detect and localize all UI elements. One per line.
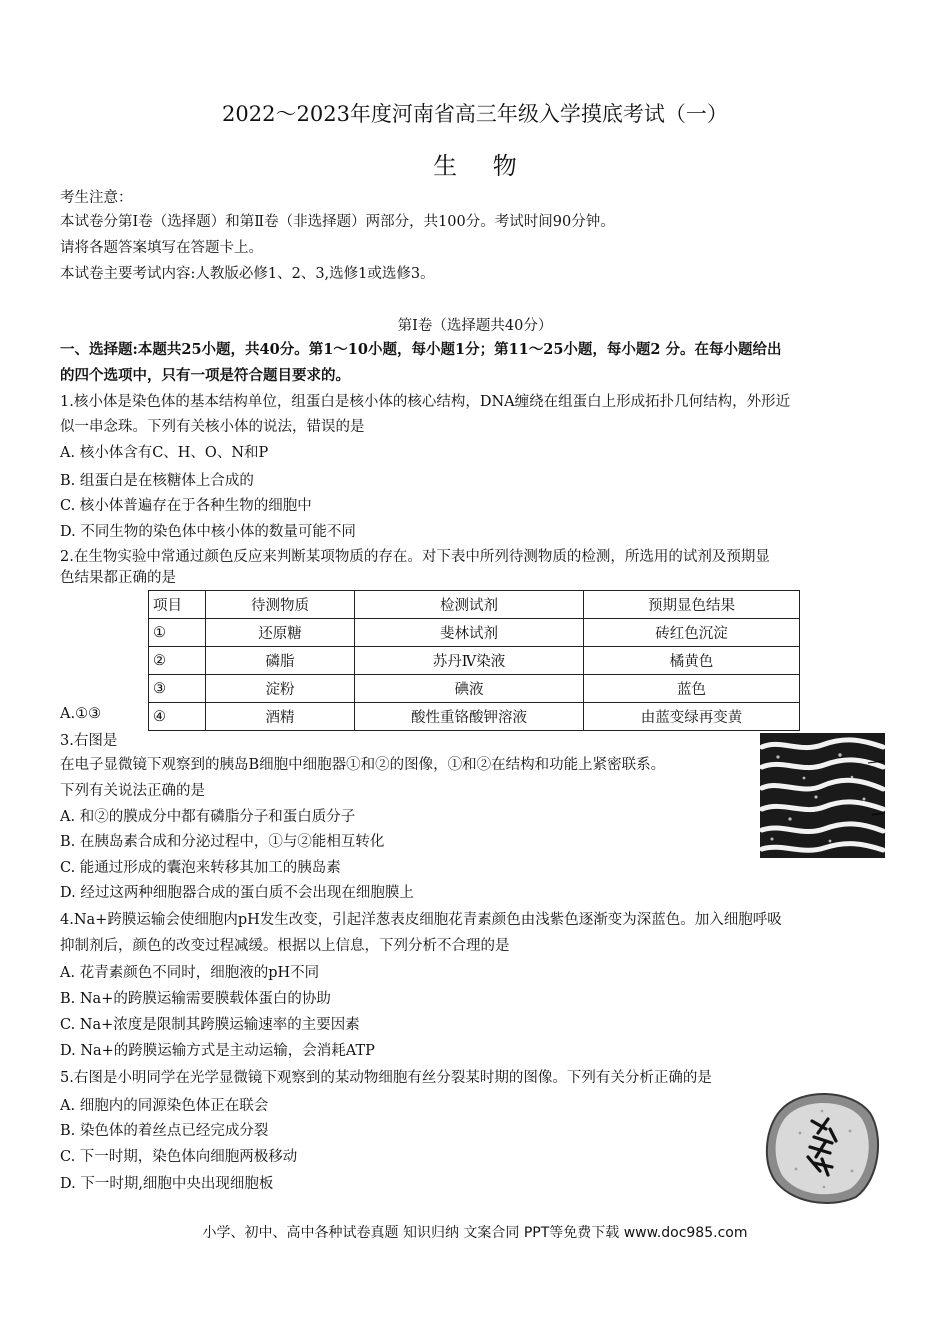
- table-cell: 橘黄色: [584, 647, 800, 675]
- page-title: 2022～2023年度河南省高三年级入学摸底考试（一）: [222, 102, 728, 126]
- footer-text: 小学、初中、高中各种试卷真题 知识归纳 文案合同 PPT等免费下载 www.doc985.com: [202, 1225, 748, 1241]
- question-1-option-b: B. 组蛋白是在核糖体上合成的: [60, 473, 254, 489]
- question-4-option-a: A. 花青素颜色不同时，细胞液的pH不同: [60, 965, 320, 981]
- section-instructions: 的四个选项中，只有一项是符合题目要求的。: [60, 367, 350, 384]
- table-row: [149, 703, 800, 731]
- table-row: [149, 647, 800, 675]
- table-header: 待测物质: [206, 591, 355, 619]
- question-4-option-c: C. Na+浓度是限制其跨膜运输速率的主要因素: [60, 1017, 360, 1033]
- table-cell: ③: [149, 675, 206, 703]
- question-5-option-c: C. 下一时期，染色体向细胞两极移动: [60, 1149, 298, 1165]
- notice-line: 本试卷分第Ⅰ卷（选择题）和第Ⅱ卷（非选择题）两部分，共100分。考试时间90分钟。: [60, 214, 615, 230]
- question-1-stem: 1.核小体是染色体的基本结构单位，组蛋白是核小体的核心结构，DNA缠绕在组蛋白上形成拓扑几何结构，外形近: [60, 394, 791, 410]
- question-1-option-c: C. 核小体普遍存在于各种生物的细胞中: [60, 498, 312, 514]
- question-4-option-b: B. Na+的跨膜运输需要膜载体蛋白的协助: [60, 991, 331, 1007]
- section-instructions: 一、选择题:本题共25小题，共40分。第1～10小题，每小题1分；第11～25小题，每小题2 分。在每小题给出: [60, 341, 782, 358]
- question-3-stem: 3.右图是: [60, 733, 118, 749]
- notice-heading: 考生注意：: [60, 190, 133, 206]
- section-title: 第Ⅰ卷（选择题共40分）: [397, 318, 553, 334]
- question-3-option-d: D. 经过这两种细胞器合成的蛋白质不会出现在细胞膜上: [60, 885, 414, 901]
- question-4-stem: 抑制剂后，颜色的改变过程减缓。根据以上信息，下列分析不合理的是: [60, 938, 510, 954]
- question-4-stem: 4.Na+跨膜运输会使细胞内pH发生改变，引起洋葱表皮细胞花青素颜色由浅紫色逐渐变为深蓝色。加入细胞呼吸: [60, 912, 782, 928]
- table-cell: 由蓝变绿再变黄: [584, 703, 800, 731]
- table-header: 预期显色结果: [584, 591, 800, 619]
- table-header-row: [149, 591, 800, 619]
- table-cell: 还原糖: [206, 619, 355, 647]
- notice-line: 本试卷主要考试内容:人教版必修1、2、3,选修1或选修3。: [60, 266, 435, 282]
- cell-division-image: [760, 1083, 885, 1208]
- table-row: [149, 675, 800, 703]
- question-2-stem: 色结果都正确的是: [60, 570, 176, 586]
- question-2-answer-fragment: A.①③: [60, 706, 102, 722]
- table-cell: 砖红色沉淀: [584, 619, 800, 647]
- question-1-stem: 似一串念珠。下列有关核小体的说法，错误的是: [60, 419, 365, 435]
- subject-title: 生 物: [433, 152, 531, 180]
- table-cell: ②: [149, 647, 206, 675]
- electron-micrograph-image: [760, 733, 885, 858]
- table-row: [149, 619, 800, 647]
- table-cell: 蓝色: [584, 675, 800, 703]
- question-5-stem: 5.右图是小明同学在光学显微镜下观察到的某动物细胞有丝分裂某时期的图像。下列有关分析正确的是: [60, 1070, 712, 1086]
- table-cell: ④: [149, 703, 206, 731]
- table-cell: ①: [149, 619, 206, 647]
- question-1-option-a: A. 核小体含有C、H、O、N和P: [60, 445, 269, 461]
- table-header: 项目: [149, 591, 206, 619]
- question-3-option-a: A. 和②的膜成分中都有磷脂分子和蛋白质分子: [60, 809, 356, 825]
- table-cell: 淀粉: [206, 675, 355, 703]
- notice-line: 请将各题答案填写在答题卡上。: [60, 240, 263, 256]
- table-cell: 酸性重铬酸钾溶液: [355, 703, 584, 731]
- question-5-option-d: D. 下一时期,细胞中央出现细胞板: [60, 1176, 274, 1192]
- table-cell: 酒精: [206, 703, 355, 731]
- question-4-option-d: D. Na+的跨膜运输方式是主动运输，会消耗ATP: [60, 1043, 375, 1059]
- question-1-option-d: D. 不同生物的染色体中核小体的数量可能不同: [60, 524, 356, 540]
- question-3-option-c: C. 能通过形成的囊泡来转移其加工的胰岛素: [60, 860, 341, 876]
- question-2-stem: 2.在生物实验中常通过颜色反应来判断某项物质的存在。对下表中所列待测物质的检测，所选用的试剂及预期显: [60, 549, 770, 565]
- question-3-option-b: B. 在胰岛素合成和分泌过程中，①与②能相互转化: [60, 834, 385, 850]
- reagent-table: [148, 590, 800, 731]
- table-cell: 碘液: [355, 675, 584, 703]
- question-3-stem: 下列有关说法正确的是: [60, 783, 205, 799]
- question-3-stem: 在电子显微镜下观察到的胰岛B细胞中细胞器①和②的图像，①和②在结构和功能上紧密联系。: [60, 757, 666, 773]
- table-cell: 斐林试剂: [355, 619, 584, 647]
- table-cell: 磷脂: [206, 647, 355, 675]
- question-5-option-a: A. 细胞内的同源染色体正在联会: [60, 1098, 269, 1114]
- table-cell: 苏丹Ⅳ染液: [355, 647, 584, 675]
- question-5-option-b: B. 染色体的着丝点已经完成分裂: [60, 1123, 269, 1139]
- table-header: 检测试剂: [355, 591, 584, 619]
